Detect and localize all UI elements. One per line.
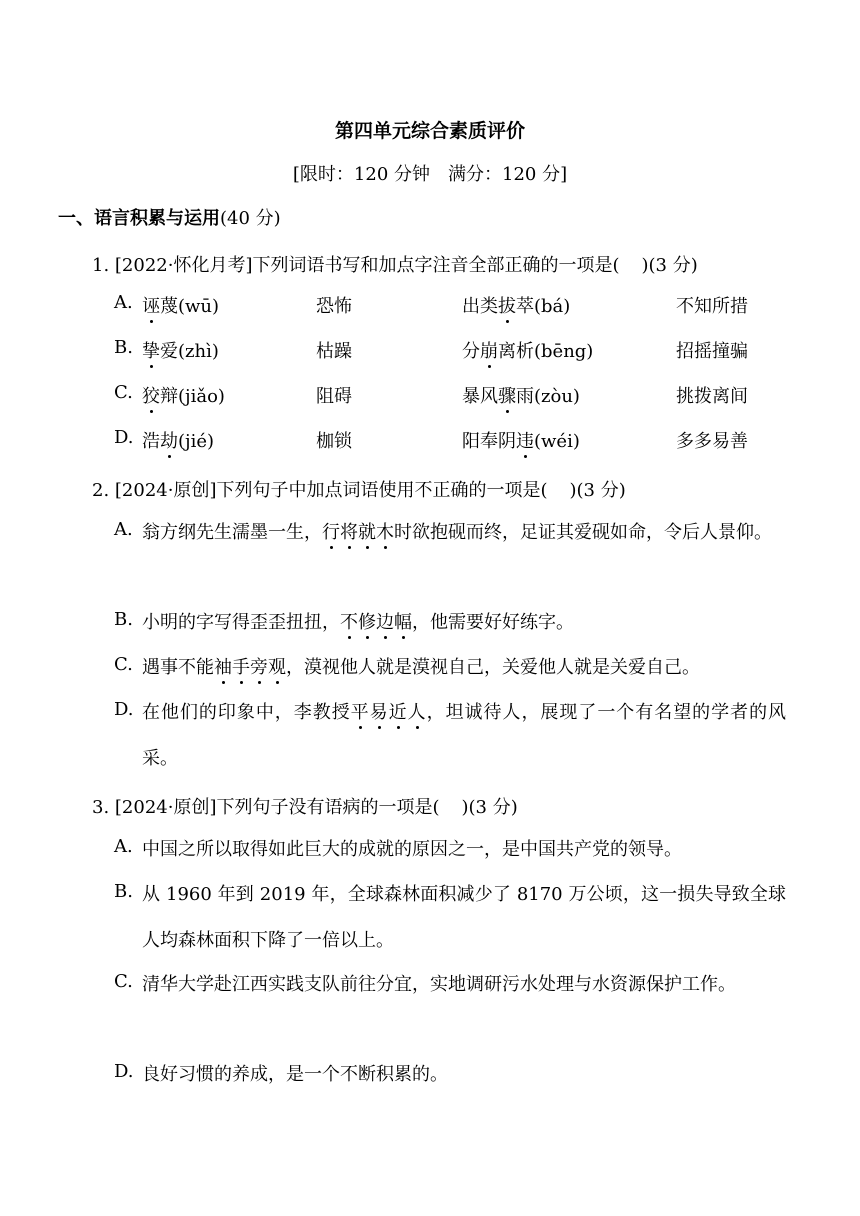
option-text: 从 1960 年到 2019 年，全球森林面积减少了 8170 万公顷，这一损失导致全球人均森林面积下降了一倍以上。 <box>142 884 786 951</box>
word-1: 挚爱(zhì) <box>142 341 219 362</box>
q3-option-d <box>114 1061 786 1098</box>
q1-option-b <box>114 337 794 365</box>
dotted-char: 人 <box>407 702 427 723</box>
dotted-char: 就 <box>358 522 376 543</box>
dotted-char: 拔 <box>498 296 516 317</box>
dotted-char: 易 <box>369 702 389 723</box>
q3-option-b <box>114 881 786 964</box>
option-label: A. <box>114 292 133 313</box>
dotted-char: 行 <box>322 522 340 543</box>
dotted-char: 观 <box>268 657 286 678</box>
dotted-char: 挚 <box>142 341 160 362</box>
q2-option-b: B. 小明的字写得歪歪扭扭，不修边幅，他需要好好练字。 <box>114 609 574 633</box>
question-2-stem <box>92 476 626 502</box>
dotted-char: 平 <box>350 702 370 723</box>
option-label: C. <box>114 654 133 675</box>
q3-option-a <box>114 836 786 873</box>
dotted-phrase <box>214 657 286 678</box>
word-4: 多多易善 <box>676 431 748 452</box>
word-2: 枯躁 <box>316 341 352 362</box>
option-label: A. <box>114 836 133 857</box>
option-label: D. <box>114 427 134 448</box>
dotted-char: 诬 <box>142 296 160 317</box>
section-label: 一、语言积累与运用 <box>58 208 220 229</box>
option-label: C. <box>114 971 133 992</box>
option-text: 中国之所以取得如此巨大的成就的原因之一，是中国共产党的领导。 <box>142 839 682 860</box>
dotted-char: 边 <box>376 612 394 633</box>
word-3: 阳奉阴违(wéi) <box>462 431 580 452</box>
dotted-char: 违 <box>516 431 534 452</box>
question-3-stem <box>92 793 518 819</box>
option-label: C. <box>114 382 133 403</box>
dotted-char: 袖 <box>214 657 232 678</box>
q3-option-c <box>114 971 786 1008</box>
word-1: 诬蔑(wū) <box>142 296 220 317</box>
dotted-char: 幅 <box>394 612 412 633</box>
question-1-score: )(3 分) <box>641 255 698 276</box>
question-1-stem <box>92 251 698 277</box>
dotted-phrase <box>340 612 412 633</box>
option-label: B. <box>114 609 133 630</box>
option-text: 清华大学赴江西实践支队前往分宜，实地调研污水处理与水资源保护工作。 <box>142 974 736 995</box>
word-2: 枷锁 <box>316 431 352 452</box>
word-4: 招摇撞骗 <box>676 341 748 362</box>
option-label: A. <box>114 519 133 540</box>
option-label: B. <box>114 337 133 358</box>
dotted-char: 旁 <box>250 657 268 678</box>
dotted-phrase <box>322 522 394 543</box>
dotted-char: 骤 <box>498 386 516 407</box>
dotted-char: 崩 <box>480 341 498 362</box>
question-2-score: )(3 分) <box>569 480 626 501</box>
question-2-stem-text: 2. [2024·原创]下列句子中加点词语使用不正确的一项是( <box>92 480 548 501</box>
question-1-stem-text: 1. [2022·怀化月考]下列词语书写和加点字注音全部正确的一项是( <box>92 255 620 276</box>
option-label: D. <box>114 1061 134 1082</box>
dotted-char: 修 <box>358 612 376 633</box>
page-title: 第四单元综合素质评价 <box>334 120 525 142</box>
q2-option-d: D. 在他们的印象中，李教授平易近人，坦诚待人，展现了一个有名望的学者的风采。 <box>114 699 787 769</box>
dotted-phrase <box>351 702 427 723</box>
word-3: 出类拔萃(bá) <box>462 296 571 317</box>
word-4: 挑拨离间 <box>676 386 748 407</box>
option-text: 良好习惯的养成，是一个不断积累的。 <box>142 1064 448 1085</box>
dotted-char: 手 <box>232 657 250 678</box>
q2-option-a: A. 翁方纲先生濡墨一生，行将就木时欲抱砚而终，足证其爱砚如命，令后人景仰。 <box>114 519 772 543</box>
dotted-char: 劫 <box>160 431 178 452</box>
section-score: (40 分) <box>220 208 281 229</box>
word-2: 阻碍 <box>316 386 352 407</box>
dotted-char: 不 <box>340 612 358 633</box>
dotted-char: 将 <box>340 522 358 543</box>
q1-option-c <box>114 382 794 410</box>
word-3: 暴风骤雨(zòu) <box>462 386 580 407</box>
word-1: 浩劫(jié) <box>142 431 215 452</box>
question-3-score: )(3 分) <box>461 797 518 818</box>
dotted-char: 近 <box>388 702 408 723</box>
word-1: 狡辩(jiǎo) <box>142 386 225 407</box>
section-heading <box>58 204 281 230</box>
page-subtitle: [限时：120 分钟 满分：120 分] <box>292 164 568 185</box>
q1-option-a <box>114 292 794 320</box>
q2-option-c: C. 遇事不能袖手旁观，漠视他人就是漠视自己，关爱他人就是关爱自己。 <box>114 654 700 678</box>
option-label: D. <box>114 699 134 720</box>
question-3-stem-text: 3. [2024·原创]下列句子没有语病的一项是( <box>92 797 440 818</box>
option-label: B. <box>114 881 133 902</box>
word-3: 分崩离析(bēng) <box>462 341 594 362</box>
q1-option-d <box>114 427 794 455</box>
dotted-char: 狡 <box>142 386 160 407</box>
dotted-char: 木 <box>376 522 394 543</box>
word-4: 不知所措 <box>676 296 748 317</box>
word-2: 恐怖 <box>316 296 352 317</box>
